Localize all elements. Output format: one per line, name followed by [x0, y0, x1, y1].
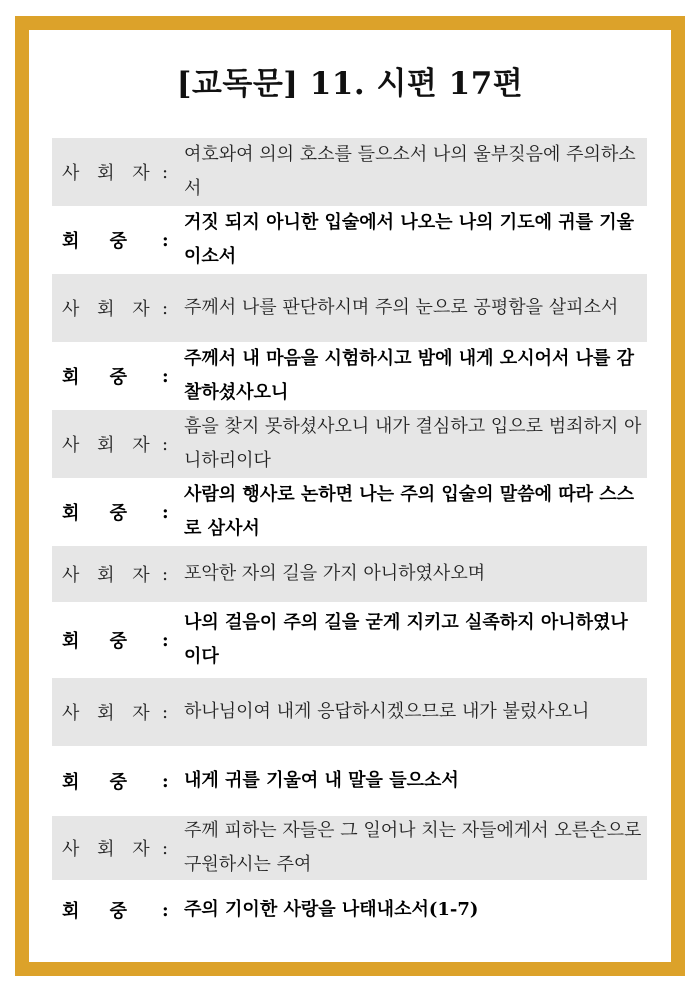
people-row: [52, 206, 647, 274]
leader-row: [52, 678, 647, 746]
people-row: [52, 602, 647, 678]
people-label: 회 중: [62, 231, 128, 252]
colon: :: [162, 433, 169, 455]
page-title: [교독문] 11. 시편 17편: [176, 66, 524, 102]
colon: :: [162, 899, 169, 921]
people-text: 거짓 되지 아니한 입술에서 나오는 나의 기도에 귀를 기울이소서: [184, 212, 635, 267]
leader-label: 사 회 자: [62, 299, 156, 320]
people-row: [52, 880, 647, 940]
people-label: 회 중: [62, 503, 128, 524]
colon: :: [162, 837, 169, 859]
leader-label: 사 회 자: [62, 565, 156, 586]
people-label: 회 중: [62, 772, 128, 793]
document-page: [29, 30, 671, 962]
people-row: [52, 478, 647, 546]
colon: :: [162, 501, 169, 523]
leader-row: [52, 546, 647, 602]
leader-text: 흠을 찾지 못하셨사오니 내가 결심하고 입으로 범죄하지 아니하리이다: [184, 416, 642, 471]
gold-border-frame: [15, 16, 685, 976]
people-text: 내게 귀를 기울여 내 말을 들으소서: [184, 770, 459, 791]
colon: :: [162, 629, 169, 651]
people-label: 회 중: [62, 901, 128, 922]
leader-row: [52, 410, 647, 478]
people-text: 사람의 행사로 논하면 나는 주의 입술의 말씀에 따라 스스로 삼사서: [184, 484, 635, 539]
people-label: 회 중: [62, 631, 128, 652]
people-text: 주께서 내 마음을 시험하시고 밤에 내게 오시어서 나를 감찰하셨사오니: [184, 348, 635, 403]
leader-row: [52, 138, 647, 206]
colon: :: [162, 297, 169, 319]
leader-row: [52, 274, 647, 342]
leader-label: 사 회 자: [62, 703, 156, 724]
colon: :: [162, 701, 169, 723]
colon: :: [162, 563, 169, 585]
colon: :: [162, 770, 169, 792]
people-row: [52, 342, 647, 410]
leader-label: 사 회 자: [62, 163, 156, 184]
leader-label: 사 회 자: [62, 839, 156, 860]
colon: :: [162, 229, 169, 251]
leader-text: 여호와여 의의 호소를 들으소서 나의 울부짖음에 주의하소서: [184, 144, 636, 199]
people-text: 나의 걸음이 주의 길을 굳게 지키고 실족하지 아니하였나이다: [184, 612, 628, 667]
colon: :: [162, 161, 169, 183]
leader-label: 사 회 자: [62, 435, 156, 456]
leader-text: 주께서 나를 판단하시며 주의 눈으로 공평함을 살피소서: [184, 297, 619, 318]
people-row: [52, 746, 647, 816]
responsive-reading: [52, 138, 647, 940]
leader-text: 주께 피하는 자들은 그 일어나 치는 자들에게서 오른손으로 구원하시는 주여: [184, 820, 642, 875]
leader-row: [52, 816, 647, 880]
people-label: 회 중: [62, 367, 128, 388]
colon: :: [162, 365, 169, 387]
leader-text: 포악한 자의 길을 가지 아니하였사오며: [184, 563, 486, 584]
leader-text: 하나님이여 내게 응답하시겠으므로 내가 불렀사오니: [184, 701, 590, 722]
people-text: 주의 기이한 사랑을 나태내소서(1-7): [184, 899, 479, 920]
